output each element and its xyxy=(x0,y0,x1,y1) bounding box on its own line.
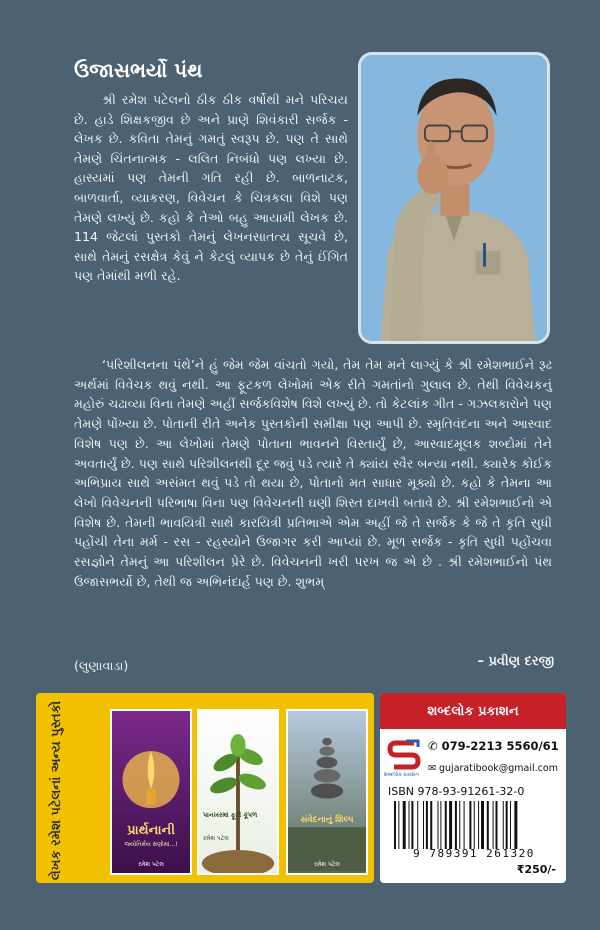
publisher-logo-icon xyxy=(386,737,422,773)
paragraph-review: ‘પરિશીલનના પંથે’ને હું જેમ જેમ વાંચતો ગયો, તેમ તેમ મને લાગ્યું કે શ્રી રમેશભાઈને રૂઢ અર્થમાં વિવેચક થવું નથી. આ ફૂટકળ લેખોમાં એક રીતે ગમતાંનો ગુલાલ છે. તેથી વિવેચકનું મહોરું ચઢાવ્યા વિના તેમણે અહીં સર્જકવિશેષ વિશે લખ્યું છે. તો કેટલાંક ગીત - ગઝલકારોને પણ તેમણે પોંખ્યા છે. પોતાની રીતે અનેક પુસ્તકોની સમીક્ષા પણ આપી છે. સ્મૃતિવંદના અને આસ્વાદ વિશેષ પણ છે. આ લેખોમાં તેમણે પોતાના ભાવનને વિસ્તાર્યું છે, આસ્વાદમૂલક શબ્દોમાં તેને અવતાર્યું છે. પણ સાથે પરિશીલનથી દૂર જવું પડે ત્યારે તે ક્યાંય સ્વૈર બન્યા નથી. ક્યારેક કોઈક અભિપ્રાય સાથે અસંમત થવું પડે તો થયા છે, પોતાનો મત સાધાર મૂક્યો છે. કહો કે તેમના આ લેખો વિવેચનની પરિભાષા વિના પણ વિવેચનની ઘણી શિસ્ત દાખવી બતાવે છે. શ્રી રમેશભાઈનો એ વિશેષ છે. તેમની ભાવયિત્રી સાથે કારયિત્રી પ્રતિભાએ એમ અહીં જે તે સર્જક કે જે તે કૃતિ સુધી પહોંચી તેના મર્મ - રસ - રહસ્યોને ઉજાગર કરી આપ્યાં છે. મૂળ સર્જક - કૃતિ સુધી પહોંચવા રસજ્ઞોને તેમનું આ પરિશીલન પ્રેરે છે. વિવેચનની ખરી પરખ જ એ છે . શ્રી રમેશભાઈનો પંથ ઉજાસભર્યો છે, તેથી જ અભિનંદાર્હ પણ છે. શુભમ્ xyxy=(74,357,552,589)
essay-title: ઉજાસભર્યો પંથ xyxy=(74,58,203,82)
barcode xyxy=(394,801,554,849)
book-subtitle: જ્યોતિર્મય ક્ષણોમાં...! xyxy=(124,841,178,848)
signature: – પ્રવીણ દરજી xyxy=(477,654,554,669)
book-cover-samvedananu xyxy=(286,709,368,875)
barcode-number: 9 789391 261320 xyxy=(413,847,535,860)
book-title: પાનખરમાં ફૂટી કૂંપળ xyxy=(203,811,258,819)
publisher-email: ✉ gujaratibook@gmail.com xyxy=(428,763,558,774)
phone-icon: ✆ xyxy=(428,739,438,753)
book-title: સંવેદનાનું શિલ્પ xyxy=(300,815,354,825)
book-author: રમેશ પટેલ xyxy=(314,861,340,868)
book-author: રમેશ પટેલ xyxy=(138,861,164,868)
publisher-logo-text: શબ્દલોક પ્રકાશન xyxy=(384,772,419,778)
paragraph-introduction: શ્રી રમેશ પટેલનો ઠીક ઠીક વર્ષોથી મને પરિચય છે. હાડે શિક્ષકજીવ છે અને પ્રાણે શિવંકારી સર્જક - લેખક છે. કવિતા તેમનું ગમતું સ્વરૂપ છે. પણ તે સાથે તેમણે ચિંતનાત્મક - લલિત નિબંધો પણ લખ્યા છે. હાસ્યમાં પણ તેમની ગતિ રહી છે. બાળનાટક, બાળવાર્તા, વ્યાકરણ, વિવેચન કે ચિત્રકલા વિશે પણ તેમણે લખ્યું છે. કહો કે તેઓ બહુ આયામી લેખક છે. 114 જેટલાં પુસ્તકો તેમનું લેખનસાતત્ય સૂચવે છે, સાથે તેમનું રસક્ષેત્ર કેવું ને કેટલું વ્યાપક છે તેનું ઈંગિત પણ તેમાંથી મળી રહે. xyxy=(74,92,348,284)
other-books-label: લેખક રમેશ પટેલનાં અન્ય પુસ્તકો xyxy=(49,700,65,880)
publisher-phone: ✆ 079-2213 5560/61 xyxy=(428,739,559,753)
book-author: રમેશ પટેલ xyxy=(203,835,229,842)
book-title: પ્રાર્થનાની xyxy=(127,823,175,838)
publisher-box xyxy=(380,693,566,883)
price: ₹250/- xyxy=(516,863,556,876)
isbn: ISBN 978-93-91261-32-0 xyxy=(388,785,525,798)
author-photo xyxy=(358,52,550,344)
place-name: (લુણાવાડા) xyxy=(74,658,129,673)
book-cover-prarthanani xyxy=(110,709,192,875)
publisher-name: શબ્દલોક પ્રકાશન xyxy=(380,693,566,729)
book-cover-paanakharma xyxy=(197,709,279,875)
email-icon: ✉ xyxy=(428,763,436,774)
